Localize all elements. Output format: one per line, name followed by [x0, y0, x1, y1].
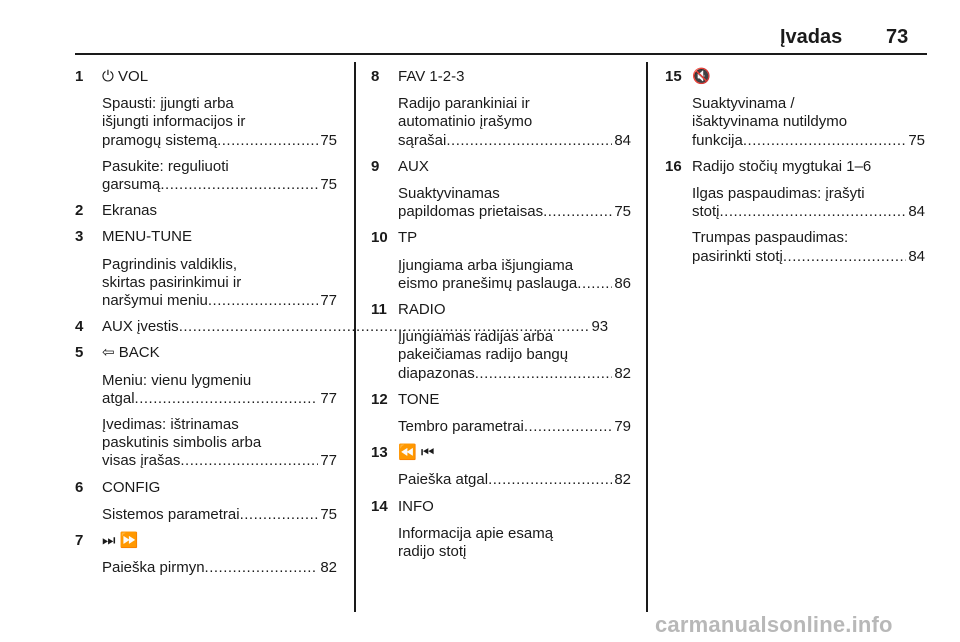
control-number: 3 [75, 228, 84, 246]
reference-text: sąrašai [398, 131, 447, 149]
description-line: Įjungiama arba išjungiama [398, 256, 574, 274]
reference-text: Sistemos parametrai [102, 505, 240, 523]
control-number: 9 [371, 157, 380, 175]
control-heading [665, 68, 925, 86]
description-paragraph [398, 95, 631, 150]
page-reference: 75 [908, 131, 925, 149]
control-heading [75, 344, 337, 362]
reference-line [102, 176, 337, 194]
reference-text: Paieška atgal [398, 471, 489, 489]
control-item [371, 391, 631, 436]
page-reference: 86 [614, 274, 631, 292]
control-label: Radijo stočių mygtukai 1–6 [692, 157, 872, 175]
reference-text: pasirinkti stotį [692, 247, 783, 265]
description-line: Informacija apie esamą [398, 524, 554, 542]
control-heading [371, 444, 631, 462]
control-description [398, 328, 631, 383]
control-number: 14 [371, 497, 388, 515]
description-line: skirtas pasirinkimui ir [102, 273, 242, 291]
description-line: Įvedimas: ištrinamas [102, 416, 239, 434]
control-number: 1 [75, 68, 84, 85]
leader-dots [205, 559, 319, 577]
description-line: pakeičiamas radijo bangų [398, 346, 569, 364]
description-paragraph [398, 418, 631, 436]
control-item [371, 68, 631, 150]
leader-dots [180, 452, 318, 470]
description-line: Radijo parankiniai ir [398, 95, 530, 113]
control-heading [371, 158, 631, 176]
control-label: FAV 1-2-3 [398, 68, 465, 85]
page-reference: 93 [591, 318, 609, 336]
reference-line [102, 132, 337, 150]
page-reference: 77 [320, 389, 337, 407]
reference-line [102, 559, 337, 577]
description-line: Ilgas paspaudimas: įrašyti [692, 185, 865, 203]
description-line: automatinio įrašymo [398, 113, 533, 131]
control-item [371, 301, 631, 383]
leader-dots [475, 365, 613, 383]
control-number: 10 [371, 229, 388, 247]
control-item [75, 68, 337, 194]
control-label: 🔇 [692, 68, 711, 85]
control-item [75, 532, 337, 577]
reference-line [398, 418, 631, 436]
leader-dots [577, 275, 612, 293]
control-item [371, 158, 631, 222]
description-line: Pagrindinis valdiklis, [102, 255, 238, 273]
control-description [102, 256, 337, 311]
description-paragraph [102, 506, 337, 524]
page-reference: 84 [614, 131, 631, 149]
control-number: 13 [371, 444, 388, 462]
reference-line [398, 132, 631, 150]
column-divider [354, 62, 356, 612]
label-text: AUX įvestis [102, 318, 179, 336]
page-reference: 82 [614, 364, 631, 382]
control-heading [75, 532, 337, 550]
control-heading [75, 68, 337, 86]
control-label: INFO [398, 497, 434, 515]
page-reference: 79 [614, 418, 631, 436]
control-heading [371, 229, 631, 247]
description-line: Suaktyvinama / [692, 95, 795, 113]
reference-text: naršymui meniu [102, 292, 208, 310]
control-label: ⏻ VOL [102, 68, 149, 85]
description-paragraph [102, 416, 337, 471]
reference-text: stotį [692, 203, 720, 221]
leader-dots [743, 132, 906, 150]
control-label: Ekranas [102, 202, 158, 220]
page-reference: 75 [320, 131, 337, 149]
control-number: 2 [75, 202, 84, 220]
control-description [398, 418, 631, 436]
control-heading [665, 158, 925, 176]
reference-text: Tembro parametrai [398, 418, 524, 436]
leader-dots [720, 203, 907, 221]
leader-dots [217, 132, 318, 150]
control-heading [371, 498, 631, 516]
reference-line [692, 248, 925, 266]
control-label: ⏪ ⏮ [398, 444, 435, 462]
page-reference: 82 [320, 559, 337, 577]
leader-dots [524, 418, 612, 436]
column-3 [665, 68, 925, 274]
reference-text: atgal [102, 389, 135, 407]
reference-text: visas įrašas [102, 452, 181, 470]
control-number: 15 [665, 68, 682, 85]
control-heading [371, 68, 631, 86]
control-heading [75, 228, 337, 246]
description-paragraph [398, 525, 631, 561]
leader-dots [783, 248, 906, 266]
description-paragraph [398, 328, 631, 383]
description-paragraph [102, 372, 337, 408]
control-description [692, 185, 925, 266]
control-label: ⇦ BACK [102, 344, 160, 362]
reference-text: Paieška pirmyn [102, 559, 205, 577]
page-reference: 84 [908, 247, 925, 265]
reference-line [398, 365, 631, 383]
control-number: 12 [371, 390, 388, 408]
watermark: carmanualsonline.info [655, 612, 893, 637]
reference-text: garsumą [102, 176, 161, 194]
control-item [75, 228, 337, 310]
control-number: 4 [75, 318, 84, 336]
leader-dots [208, 292, 318, 310]
page-reference: 77 [320, 452, 337, 470]
description-paragraph [398, 185, 631, 221]
description-line: radijo stotį [398, 543, 467, 561]
reference-text: eismo pranešimų paslauga [398, 274, 578, 292]
description-paragraph [692, 229, 925, 265]
control-item [75, 479, 337, 524]
reference-line [102, 292, 337, 310]
control-description [102, 95, 337, 194]
reference-line [102, 506, 337, 524]
reference-text: pramogų sistemą [102, 131, 218, 149]
control-item [665, 68, 925, 150]
reference-line [398, 203, 631, 221]
page-reference: 82 [614, 471, 631, 489]
control-heading [75, 202, 337, 220]
description-paragraph [398, 257, 631, 293]
control-heading [371, 301, 631, 319]
control-heading [75, 318, 609, 336]
reference-text: funkcija [692, 131, 743, 149]
description-paragraph [398, 471, 631, 489]
control-item [371, 229, 631, 293]
description-paragraph [102, 256, 337, 311]
control-label: AUX [398, 157, 429, 175]
section-title: Įvadas [780, 26, 843, 48]
control-description [102, 506, 337, 524]
control-description [398, 471, 631, 489]
control-number: 16 [665, 157, 682, 175]
control-label: MENU-TUNE [102, 228, 192, 246]
control-heading [75, 479, 337, 497]
page-reference: 75 [614, 203, 631, 221]
reference-text: papildomas prietaisas [398, 203, 544, 221]
description-line: Spausti: įjungti arba [102, 95, 234, 113]
description-paragraph [692, 95, 925, 150]
control-heading [371, 391, 631, 409]
control-number: 5 [75, 344, 84, 362]
description-paragraph [692, 185, 925, 221]
page-reference: 77 [320, 292, 337, 310]
control-description [102, 559, 337, 577]
description-paragraph [102, 158, 337, 194]
control-description [692, 95, 925, 150]
control-item [371, 498, 631, 562]
control-description [398, 257, 631, 293]
reference-line [102, 390, 337, 408]
reference-line [398, 275, 631, 293]
control-label: CONFIG [102, 478, 161, 496]
control-number: 11 [371, 301, 387, 319]
page-reference: 84 [908, 203, 925, 221]
description-paragraph [102, 559, 337, 577]
description-line: išjungti informacijos ir [102, 113, 246, 131]
leader-dots [160, 176, 318, 194]
description-line: Pasukite: reguliuoti [102, 157, 229, 175]
leader-dots [488, 471, 612, 489]
reference-line [692, 203, 925, 221]
description-line: išaktyvinama nutildymo [692, 113, 848, 131]
page-header [0, 26, 960, 50]
control-item [75, 318, 609, 336]
leader-dots [543, 203, 612, 221]
reference-line [102, 452, 337, 470]
page-reference: 75 [320, 176, 337, 194]
reference-line [692, 132, 925, 150]
control-description [398, 185, 631, 221]
description-line: Trumpas paspaudimas: [692, 229, 849, 247]
control-item [665, 158, 925, 266]
header-rule [75, 53, 927, 55]
leader-dots [446, 132, 612, 150]
control-label: TONE [398, 390, 440, 408]
control-description [102, 372, 337, 471]
control-number: 8 [371, 68, 380, 85]
page-reference: 75 [320, 505, 337, 523]
column-2 [371, 68, 631, 569]
leader-dots [240, 506, 319, 524]
leader-dots [135, 390, 319, 408]
control-label: TP [398, 229, 418, 247]
description-paragraph [102, 95, 337, 150]
control-description [398, 525, 631, 561]
control-item [371, 444, 631, 489]
reference-line [398, 471, 631, 489]
page-number: 73 [886, 26, 909, 48]
description-line: Meniu: vienu lygmeniu [102, 371, 252, 389]
reference-text: diapazonas [398, 364, 475, 382]
control-item [75, 202, 337, 220]
control-number: 7 [75, 532, 84, 550]
control-item [75, 344, 337, 470]
control-number: 6 [75, 478, 84, 496]
control-label: ⏭ ⏩ [102, 532, 139, 550]
control-description [398, 95, 631, 150]
description-line: paskutinis simbolis arba [102, 434, 262, 452]
control-label: RADIO [398, 301, 446, 319]
column-divider [646, 62, 648, 612]
description-line: Įjungiamas radijas arba [398, 328, 554, 346]
description-line: Suaktyvinamas [398, 185, 500, 203]
